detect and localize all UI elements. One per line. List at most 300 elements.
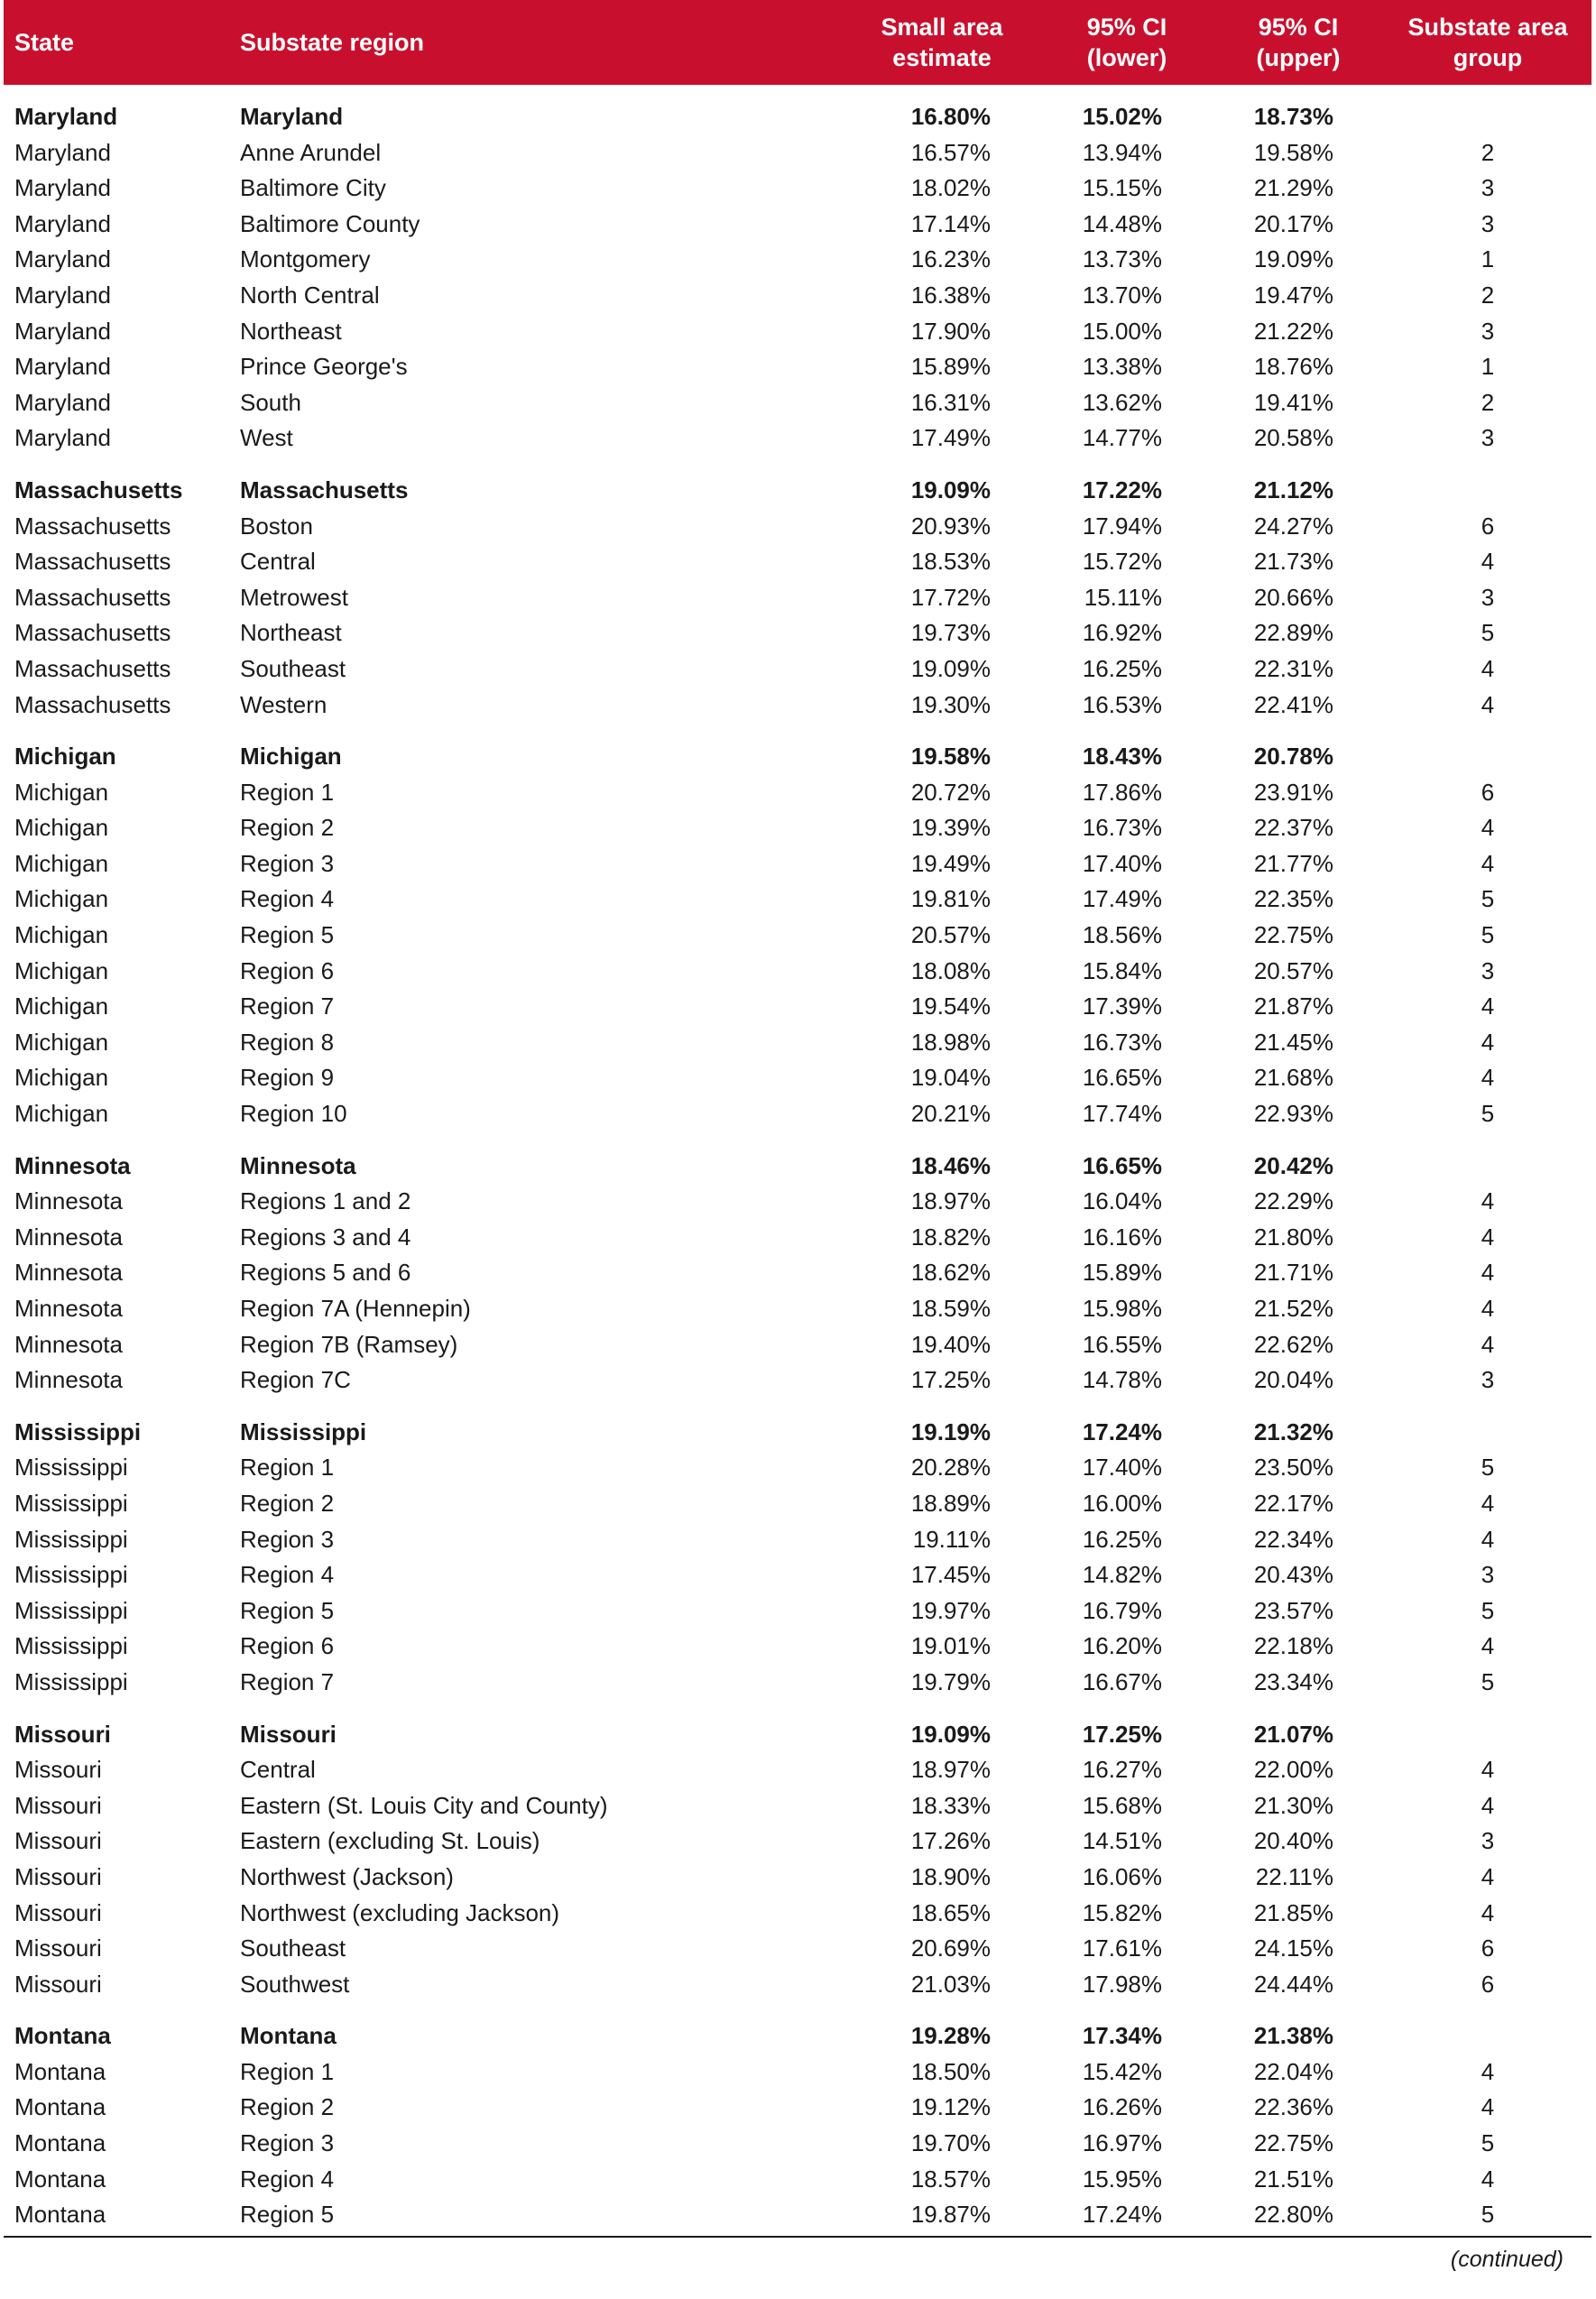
cell-ci-upper: 22.00% [1253, 1756, 1333, 1784]
cell-small-area-estimate: 17.14% [910, 209, 991, 237]
row-spacer [4, 1701, 1591, 1717]
cell-small-area-estimate: 18.97% [910, 1187, 991, 1215]
cell-ci-lower: 17.34% [1082, 2022, 1162, 2050]
spacer-cell [4, 1399, 1591, 1415]
cell-substate-area-group: 4 [1481, 1330, 1495, 1358]
cell-small-area-estimate: 19.54% [910, 993, 991, 1020]
cell-ci-upper: 22.37% [1253, 814, 1333, 842]
table-row [4, 171, 1591, 207]
state-total-row [4, 739, 1591, 775]
cell-substate-area-group [1384, 99, 1591, 135]
cell-ci-upper: 22.31% [1253, 654, 1333, 682]
table-row [4, 1593, 1591, 1630]
spacer-cell [4, 1132, 1591, 1149]
cell-state: Missouri [14, 1862, 102, 1890]
cell-small-area-estimate: 19.73% [910, 619, 991, 647]
cell-small-area-estimate: 19.01% [910, 1632, 991, 1660]
cell-ci-upper: 19.58% [1253, 138, 1333, 166]
cell-state: Minnesota [14, 1259, 123, 1287]
cell-ci-upper: 20.17% [1253, 209, 1333, 237]
table-row [4, 207, 1591, 243]
table-row [4, 1896, 1591, 1932]
cell-ci-upper: 22.62% [1253, 1330, 1333, 1358]
cell-substate-region: Missouri [240, 1720, 337, 1748]
cell-small-area-estimate: 17.49% [910, 424, 991, 452]
cell-small-area-estimate: 18.82% [910, 1223, 991, 1251]
cell-ci-upper: 21.07% [1253, 1720, 1333, 1748]
table-body [4, 85, 1591, 2233]
table-row [4, 1665, 1591, 1701]
cell-substate-region: Northwest (Jackson) [240, 1862, 454, 1890]
table-row [4, 1824, 1591, 1860]
cell-ci-upper: 21.51% [1253, 2165, 1333, 2193]
cell-ci-lower: 16.06% [1082, 1862, 1162, 1890]
cell-substate-region: Southeast [240, 1934, 346, 1962]
cell-ci-lower: 18.43% [1082, 743, 1162, 771]
cell-state: Mississippi [14, 1417, 142, 1445]
cell-substate-region: Region 2 [240, 814, 335, 842]
cell-substate-area-group: 4 [1481, 849, 1495, 877]
cell-substate-area-group: 5 [1481, 2201, 1495, 2229]
cell-ci-upper: 21.77% [1253, 849, 1333, 877]
cell-state: Maryland [14, 209, 111, 237]
cell-ci-lower: 16.97% [1082, 2129, 1162, 2157]
cell-substate-area-group: 1 [1481, 353, 1495, 381]
continued-note: (continued) [1450, 2247, 1564, 2272]
cell-small-area-estimate: 19.12% [910, 2093, 991, 2121]
cell-ci-lower: 16.79% [1082, 1596, 1162, 1624]
cell-ci-upper: 22.41% [1253, 690, 1333, 718]
cell-ci-lower: 15.72% [1082, 548, 1162, 576]
cell-substate-region: Region 7B (Ramsey) [240, 1330, 458, 1358]
header-ci-upper: 95% CI (upper) [1256, 14, 1341, 71]
cell-substate-region: Region 1 [240, 778, 335, 806]
cell-substate-region: Region 7 [240, 1667, 335, 1695]
table-row [4, 2197, 1591, 2233]
cell-ci-upper: 20.42% [1253, 1151, 1333, 1179]
table-row [4, 775, 1591, 811]
cell-substate-area-group: 3 [1481, 956, 1495, 984]
cell-substate-region: Regions 5 and 6 [240, 1259, 411, 1287]
cell-state: Minnesota [14, 1151, 131, 1179]
table-row [4, 349, 1591, 385]
header-row [4, 0, 1591, 85]
cell-substate-area-group: 4 [1481, 1489, 1495, 1517]
cell-state: Mississippi [14, 1596, 128, 1624]
cell-ci-lower: 16.26% [1082, 2093, 1162, 2121]
cell-ci-upper: 23.57% [1253, 1596, 1333, 1624]
cell-ci-upper: 21.22% [1253, 317, 1333, 345]
cell-ci-lower: 17.94% [1082, 512, 1162, 540]
table-row [4, 810, 1591, 846]
cell-state: Michigan [14, 956, 109, 984]
cell-substate-area-group: 4 [1481, 1223, 1495, 1251]
cell-substate-area-group: 5 [1481, 1100, 1495, 1128]
cell-substate-area-group: 4 [1481, 1898, 1495, 1926]
cell-substate-region: Regions 3 and 4 [240, 1223, 411, 1251]
table-row [4, 1220, 1591, 1256]
table-row [4, 615, 1591, 651]
cell-substate-region: Regions 1 and 2 [240, 1187, 411, 1215]
cell-ci-upper: 21.73% [1253, 548, 1333, 576]
cell-state: Maryland [14, 281, 111, 309]
cell-state: Missouri [14, 1827, 102, 1855]
cell-substate-area-group: 5 [1481, 1667, 1495, 1695]
cell-substate-region: Northeast [240, 619, 342, 647]
table-row [4, 135, 1591, 171]
cell-small-area-estimate: 17.26% [910, 1827, 991, 1855]
cell-small-area-estimate: 18.57% [910, 2165, 991, 2193]
cell-substate-area-group: 6 [1481, 512, 1495, 540]
cell-ci-upper: 19.09% [1253, 245, 1333, 273]
cell-state: Minnesota [14, 1187, 123, 1215]
cell-small-area-estimate: 19.49% [910, 849, 991, 877]
table-row [4, 2162, 1591, 2198]
cell-ci-lower: 16.00% [1082, 1489, 1162, 1517]
table-row [4, 580, 1591, 616]
cell-state: Maryland [14, 245, 111, 273]
table-row [4, 242, 1591, 278]
table-row [4, 1557, 1591, 1593]
cell-substate-region: Montgomery [240, 245, 371, 273]
cell-ci-lower: 17.74% [1082, 1100, 1162, 1128]
cell-small-area-estimate: 19.30% [910, 690, 991, 718]
cell-substate-region: Region 3 [240, 849, 335, 877]
cell-substate-area-group: 5 [1481, 885, 1495, 913]
cell-ci-lower: 13.62% [1082, 388, 1162, 416]
cell-small-area-estimate: 19.11% [912, 1525, 991, 1553]
cell-ci-lower: 17.24% [1082, 1417, 1162, 1445]
cell-state: Missouri [14, 1791, 102, 1819]
cell-ci-upper: 20.66% [1253, 583, 1333, 611]
cell-state: Michigan [14, 743, 116, 771]
table-row [4, 1291, 1591, 1327]
table-row [4, 1184, 1591, 1220]
cell-small-area-estimate: 16.23% [910, 245, 991, 273]
cell-substate-area-group: 4 [1481, 2093, 1495, 2121]
cell-small-area-estimate: 19.09% [910, 475, 991, 503]
cell-ci-lower: 17.49% [1082, 885, 1162, 913]
cell-state: Maryland [14, 424, 111, 452]
cell-ci-upper: 22.89% [1253, 619, 1333, 647]
table-row [4, 1752, 1591, 1788]
cell-small-area-estimate: 20.69% [910, 1934, 991, 1962]
cell-substate-area-group [1384, 1717, 1591, 1753]
table-row [4, 509, 1591, 545]
cell-substate-area-group: 3 [1481, 174, 1495, 202]
cell-small-area-estimate: 16.31% [910, 388, 991, 416]
cell-ci-upper: 21.12% [1253, 475, 1333, 503]
cell-small-area-estimate: 18.33% [910, 1791, 991, 1819]
cell-small-area-estimate: 18.62% [910, 1259, 991, 1287]
header-ci-lower: 95% CI (lower) [1086, 14, 1167, 71]
cell-ci-lower: 14.48% [1082, 209, 1162, 237]
cell-substate-area-group: 2 [1481, 281, 1495, 309]
cell-substate-region: Region 7A (Hennepin) [240, 1295, 471, 1322]
cell-ci-upper: 21.85% [1253, 1898, 1333, 1926]
cell-state: Missouri [14, 1756, 102, 1784]
cell-ci-lower: 13.70% [1082, 281, 1162, 309]
cell-state: Michigan [14, 1064, 109, 1092]
cell-substate-region: Massachusetts [240, 475, 409, 503]
cell-substate-region: Region 9 [240, 1064, 335, 1092]
cell-ci-upper: 22.04% [1253, 2057, 1333, 2085]
cell-ci-lower: 16.92% [1082, 619, 1162, 647]
cell-ci-lower: 17.61% [1082, 1934, 1162, 1962]
cell-small-area-estimate: 18.02% [910, 174, 991, 202]
cell-substate-region: South [240, 388, 301, 416]
cell-substate-region: Eastern (St. Louis City and County) [240, 1791, 608, 1819]
cell-small-area-estimate: 16.38% [910, 281, 991, 309]
cell-substate-region: Region 3 [240, 2129, 335, 2157]
cell-small-area-estimate: 17.45% [910, 1561, 991, 1589]
cell-small-area-estimate: 19.70% [910, 2129, 991, 2157]
cell-substate-area-group: 4 [1481, 1632, 1495, 1660]
cell-ci-lower: 15.82% [1082, 1898, 1162, 1926]
cell-ci-lower: 16.67% [1082, 1667, 1162, 1695]
cell-ci-lower: 15.68% [1082, 1791, 1162, 1819]
cell-state: Missouri [14, 1934, 102, 1962]
table-row [4, 2054, 1591, 2091]
cell-small-area-estimate: 20.21% [910, 1100, 991, 1128]
cell-substate-region: Northwest (excluding Jackson) [240, 1898, 560, 1926]
cell-state: Michigan [14, 778, 109, 806]
cell-ci-lower: 15.11% [1084, 583, 1162, 611]
cell-substate-region: Mississippi [240, 1417, 367, 1445]
cell-ci-lower: 13.73% [1082, 245, 1162, 273]
cell-ci-lower: 17.24% [1082, 2201, 1162, 2229]
row-spacer [4, 85, 1591, 99]
cell-ci-lower: 17.98% [1082, 1970, 1162, 1998]
cell-ci-lower: 17.25% [1082, 1720, 1162, 1748]
cell-small-area-estimate: 19.19% [910, 1417, 991, 1445]
cell-small-area-estimate: 17.90% [910, 317, 991, 345]
cell-state: Montana [14, 2057, 106, 2085]
cell-state: Massachusetts [14, 654, 171, 682]
cell-ci-upper: 24.44% [1253, 1970, 1333, 1998]
cell-ci-upper: 22.18% [1253, 1632, 1333, 1660]
cell-state: Maryland [14, 388, 111, 416]
cell-ci-upper: 21.71% [1253, 1259, 1333, 1287]
cell-state: Montana [14, 2201, 106, 2229]
cell-small-area-estimate: 19.40% [910, 1330, 991, 1358]
cell-state: Mississippi [14, 1561, 128, 1589]
cell-ci-upper: 22.34% [1253, 1525, 1333, 1553]
cell-ci-upper: 22.11% [1255, 1862, 1333, 1890]
table-row [4, 989, 1591, 1025]
cell-substate-area-group [1384, 1415, 1591, 1451]
cell-substate-region: West [240, 424, 293, 452]
cell-ci-lower: 17.39% [1082, 993, 1162, 1020]
cell-ci-lower: 16.65% [1082, 1064, 1162, 1092]
table-row [4, 651, 1591, 688]
cell-ci-upper: 22.35% [1253, 885, 1333, 913]
cell-state: Montana [14, 2093, 106, 2121]
spacer-cell [4, 2002, 1591, 2018]
cell-ci-lower: 15.15% [1082, 174, 1162, 202]
cell-small-area-estimate: 18.90% [910, 1862, 991, 1890]
cell-state: Michigan [14, 1028, 109, 1056]
cell-substate-area-group [1384, 739, 1591, 775]
cell-small-area-estimate: 16.80% [910, 103, 991, 130]
table-bottom-rule [4, 2236, 1591, 2238]
cell-ci-upper: 21.30% [1253, 1791, 1333, 1819]
cell-ci-lower: 16.73% [1082, 814, 1162, 842]
cell-ci-upper: 21.32% [1253, 1417, 1333, 1445]
cell-ci-upper: 23.91% [1253, 778, 1333, 806]
table-row [4, 954, 1591, 990]
cell-substate-region: Region 8 [240, 1028, 335, 1056]
cell-substate-region: Region 5 [240, 1596, 335, 1624]
cell-small-area-estimate: 15.89% [910, 353, 991, 381]
cell-ci-upper: 19.47% [1253, 281, 1333, 309]
cell-substate-area-group: 4 [1481, 1295, 1495, 1322]
cell-substate-region: Metrowest [240, 583, 348, 611]
cell-substate-area-group: 2 [1481, 388, 1495, 416]
cell-substate-region: Region 4 [240, 2165, 335, 2193]
cell-ci-lower: 16.53% [1082, 690, 1162, 718]
cell-state: Mississippi [14, 1454, 128, 1482]
cell-substate-area-group: 4 [1481, 814, 1495, 842]
cell-ci-upper: 20.58% [1253, 424, 1333, 452]
row-spacer [4, 723, 1591, 739]
cell-small-area-estimate: 19.79% [910, 1667, 991, 1695]
substate-estimates-table [4, 0, 1591, 2233]
cell-ci-lower: 15.42% [1082, 2057, 1162, 2085]
cell-state: Massachusetts [14, 512, 171, 540]
table-row [4, 1788, 1591, 1824]
header-substate-region: Substate region [240, 29, 425, 56]
cell-state: Massachusetts [14, 583, 171, 611]
header-small-area-estimate: Small area estimate [881, 14, 1003, 71]
table-row [4, 385, 1591, 421]
cell-small-area-estimate: 18.46% [910, 1151, 991, 1179]
cell-substate-region: Michigan [240, 743, 342, 771]
cell-state: Missouri [14, 1720, 111, 1748]
cell-state: Massachusetts [14, 619, 171, 647]
cell-small-area-estimate: 18.08% [910, 956, 991, 984]
cell-substate-area-group: 4 [1481, 1028, 1495, 1056]
table-row [4, 1967, 1591, 2003]
cell-substate-area-group: 5 [1481, 1454, 1495, 1482]
spacer-cell [4, 457, 1591, 473]
row-spacer [4, 2002, 1591, 2018]
cell-ci-lower: 16.25% [1082, 1525, 1162, 1553]
state-total-row [4, 1717, 1591, 1753]
cell-small-area-estimate: 18.50% [910, 2057, 991, 2085]
cell-ci-upper: 21.80% [1253, 1223, 1333, 1251]
cell-state: Massachusetts [14, 548, 171, 576]
table-row [4, 2126, 1591, 2162]
cell-ci-upper: 21.45% [1253, 1028, 1333, 1056]
cell-small-area-estimate: 18.89% [910, 1489, 991, 1517]
cell-substate-area-group: 4 [1481, 690, 1495, 718]
cell-small-area-estimate: 20.93% [910, 512, 991, 540]
cell-ci-upper: 24.15% [1253, 1934, 1333, 1962]
cell-ci-lower: 14.82% [1082, 1561, 1162, 1589]
cell-state: Michigan [14, 993, 109, 1020]
cell-small-area-estimate: 17.72% [910, 583, 991, 611]
cell-substate-region: Region 10 [240, 1100, 347, 1128]
cell-state: Mississippi [14, 1525, 128, 1553]
cell-substate-area-group: 6 [1481, 1934, 1495, 1962]
cell-substate-area-group: 4 [1481, 1259, 1495, 1287]
cell-ci-lower: 14.78% [1082, 1366, 1162, 1394]
table-row [4, 1629, 1591, 1665]
cell-ci-upper: 20.43% [1253, 1561, 1333, 1589]
spacer-cell [4, 1701, 1591, 1717]
cell-state: Michigan [14, 1100, 109, 1128]
cell-ci-lower: 15.00% [1082, 317, 1162, 345]
cell-substate-region: Region 2 [240, 1489, 335, 1517]
cell-state: Montana [14, 2022, 111, 2050]
cell-state: Minnesota [14, 1330, 123, 1358]
cell-substate-area-group: 4 [1481, 548, 1495, 576]
table-row [4, 1450, 1591, 1486]
cell-small-area-estimate: 17.25% [910, 1366, 991, 1394]
cell-substate-region: Montana [240, 2022, 337, 2050]
cell-ci-lower: 15.84% [1082, 956, 1162, 984]
cell-substate-region: Region 2 [240, 2093, 335, 2121]
cell-substate-region: Region 6 [240, 1632, 335, 1660]
table-row [4, 1096, 1591, 1132]
cell-substate-area-group: 4 [1481, 1862, 1495, 1890]
cell-ci-lower: 16.04% [1082, 1187, 1162, 1215]
cell-ci-lower: 16.73% [1082, 1028, 1162, 1056]
cell-small-area-estimate: 18.98% [910, 1028, 991, 1056]
table-row [4, 882, 1591, 918]
cell-substate-region: Baltimore County [240, 209, 420, 237]
cell-substate-area-group: 2 [1481, 138, 1495, 166]
cell-ci-upper: 24.27% [1253, 512, 1333, 540]
cell-ci-upper: 22.75% [1253, 921, 1333, 949]
cell-substate-area-group: 1 [1481, 245, 1495, 273]
cell-small-area-estimate: 18.59% [910, 1295, 991, 1322]
cell-substate-region: Eastern (excluding St. Louis) [240, 1827, 540, 1855]
cell-state: Michigan [14, 921, 109, 949]
state-total-row [4, 1149, 1591, 1185]
table-row [4, 314, 1591, 350]
header-state: State [14, 29, 75, 56]
cell-ci-lower: 13.38% [1082, 353, 1162, 381]
cell-ci-upper: 20.78% [1253, 743, 1333, 771]
cell-small-area-estimate: 20.72% [910, 778, 991, 806]
cell-ci-lower: 15.98% [1082, 1295, 1162, 1322]
cell-state: Minnesota [14, 1295, 123, 1322]
cell-ci-lower: 17.40% [1082, 849, 1162, 877]
state-total-row [4, 1415, 1591, 1451]
cell-ci-lower: 17.40% [1082, 1454, 1162, 1482]
cell-substate-region: Region 6 [240, 956, 335, 984]
cell-ci-lower: 16.16% [1082, 1223, 1162, 1251]
row-spacer [4, 1399, 1591, 1415]
cell-substate-region: Northeast [240, 317, 342, 345]
table-row [4, 278, 1591, 314]
cell-substate-area-group: 5 [1481, 619, 1495, 647]
cell-substate-area-group: 4 [1481, 1525, 1495, 1553]
table-row [4, 1362, 1591, 1399]
state-total-row [4, 473, 1591, 509]
cell-ci-upper: 21.87% [1253, 993, 1333, 1020]
cell-ci-lower: 18.56% [1082, 921, 1162, 949]
cell-state: Minnesota [14, 1366, 123, 1394]
cell-ci-lower: 15.89% [1082, 1259, 1162, 1287]
cell-substate-region: Minnesota [240, 1151, 356, 1179]
cell-ci-upper: 22.93% [1253, 1100, 1333, 1128]
cell-substate-area-group: 3 [1481, 1561, 1495, 1589]
row-spacer [4, 457, 1591, 473]
cell-small-area-estimate: 20.28% [910, 1454, 991, 1482]
